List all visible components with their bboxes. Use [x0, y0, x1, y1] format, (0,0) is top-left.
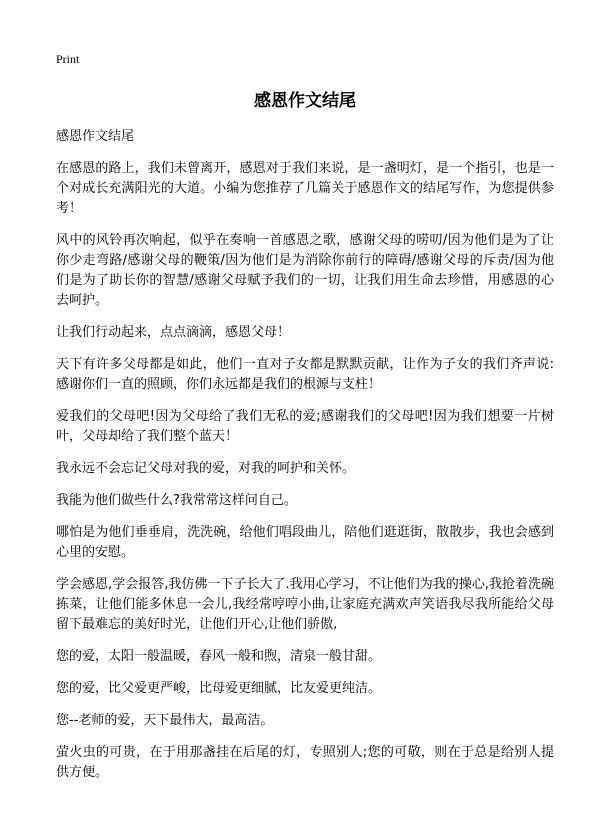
- paragraph: 爱我们的父母吧!因为父母给了我们无私的爱;感谢我们的父母吧!因为我们想要一片树叶，父母却给了我们整个蓝天！: [56, 409, 554, 444]
- paragraph: 我能为他们做些什么?我常常这样问自己。: [56, 493, 297, 508]
- paragraph: 您的爱，比父爱更严峻，比母爱更细腻，比友爱更纯洁。: [56, 681, 382, 696]
- paragraph: 在感恩的路上，我们未曾离开，感恩对于我们来说，是一盏明灯，是一个指引，也是一个对成长充满阳光的大道。小编为您推荐了几篇关于感恩作文的结尾写作，为您提供参考！: [56, 161, 554, 216]
- paragraph: 您的爱，太阳一般温暖，春风一般和煦，清泉一般甘甜。: [56, 649, 382, 664]
- page-title: 感恩作文结尾: [254, 91, 356, 111]
- print-link[interactable]: Print: [56, 52, 80, 66]
- paragraph: 萤火虫的可贵，在于用那盏挂在后尾的灯，专照别人;您的可敬，则在于总是给别人提供方便。: [56, 745, 554, 780]
- paragraph: 学会感恩,学会报答,我仿佛一下子长大了.我用心学习，不让他们为我的操心,我抢着洗碗拣菜，让他们能多休息一会儿,我经常哼哼小曲,让家庭充满欢声笑语我尽我所能给父母留下最难忘的美好时光，让他们开心,让他们骄傲,: [56, 577, 554, 632]
- paragraph: 我永远不会忘记父母对我的爱，对我的呵护和关怀。: [56, 461, 356, 476]
- paragraph: 风中的风铃再次响起，似乎在奏响一首感恩之歌，感谢父母的唠叨/因为他们是为了让你少走弯路/感谢父母的鞭策/因为他们是为消除你前行的障碍/感谢父母的斥责/因为他们是为了助长你的智慧/感谢父母赋予我们的一切，让我们用生命去珍惜，用感恩的心去呵护。: [56, 233, 554, 308]
- article-subtitle: 感恩作文结尾: [56, 129, 135, 144]
- paragraph: 让我们行动起来，点点滴滴，感恩父母！: [56, 325, 291, 340]
- article-body: [56, 159, 554, 783]
- paragraph: 哪怕是为他们垂垂肩，洗洗碗，给他们唱段曲儿，陪他们逛逛街，散散步，我也会感到心里的安慰。: [56, 525, 554, 560]
- paragraph: 天下有许多父母都是如此，他们一直对子女都是默默贡献，让作为子女的我们齐声说:感谢你们一直的照顾，你们永远都是我们的根源与支柱！: [56, 357, 554, 392]
- paragraph: 您--老师的爱，天下最伟大，最高洁。: [56, 713, 274, 728]
